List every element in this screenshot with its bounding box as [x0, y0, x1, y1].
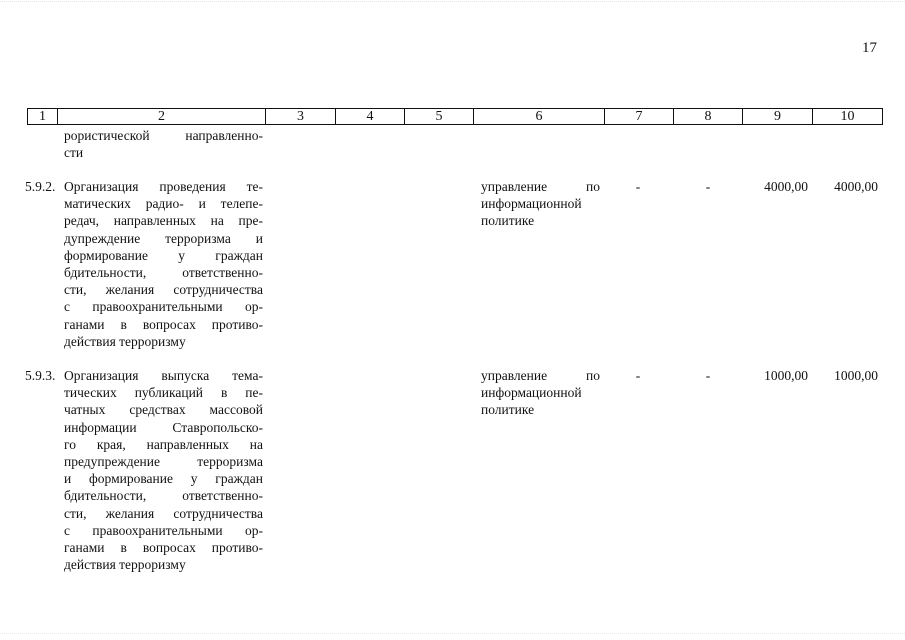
header-col-4: 4: [336, 109, 405, 125]
row-col7: -: [635, 179, 641, 194]
responsible-line: политике: [481, 402, 535, 418]
column-number-header: [27, 108, 883, 125]
header-col-10: 10: [813, 109, 883, 125]
description-line: Организация проведения те-: [64, 179, 263, 194]
responsible-line: информационной: [481, 385, 582, 401]
description-line: бдительности, ответственно-: [64, 264, 263, 280]
row-responsible: [481, 367, 600, 419]
row-col7: -: [635, 368, 641, 383]
description-line: информации Ставропольско-: [64, 419, 263, 435]
description-line: бдительности, ответственно-: [64, 488, 263, 504]
description-line: с правоохранительными ор-: [64, 299, 263, 315]
row-col8: -: [705, 179, 711, 194]
responsible-line: информационной: [481, 196, 582, 212]
continuation-text: [64, 127, 263, 161]
row-description: [64, 367, 263, 573]
description-line: матических радио- и телепе-: [64, 196, 263, 212]
responsible-line: управление по: [481, 179, 600, 194]
header-col-1: 1: [28, 109, 58, 125]
description-line: го края, направленных на: [64, 436, 263, 452]
description-line: и формирование у граждан: [64, 471, 263, 487]
header-col-7: 7: [605, 109, 674, 125]
responsible-line: управление по: [481, 368, 600, 383]
description-line: действия терроризму: [64, 557, 186, 573]
description-line: дупреждение терроризма и: [64, 230, 263, 246]
header-col-5: 5: [405, 109, 474, 125]
row-description: [64, 178, 263, 350]
header-col-2: 2: [58, 109, 266, 125]
description-line: формирование у граждан: [64, 247, 263, 263]
description-line: ганами в вопросах противо-: [64, 316, 263, 332]
scan-artifact-bottom: [0, 633, 905, 636]
responsible-line: политике: [481, 213, 535, 229]
header-col-3: 3: [266, 109, 336, 125]
description-line: действия терроризму: [64, 333, 186, 349]
scan-artifact-top: [0, 1, 905, 4]
header-col-6: 6: [474, 109, 605, 125]
continuation-line: сти: [64, 145, 84, 161]
description-line: сти, желания сотрудничества: [64, 282, 263, 298]
row-col9-amount: 4000,00: [764, 179, 808, 194]
description-line: предупреждение терроризма: [64, 453, 263, 469]
description-line: с правоохранительными ор-: [64, 522, 263, 538]
row-col9-amount: 1000,00: [764, 368, 808, 383]
header-col-8: 8: [674, 109, 743, 125]
description-line: чатных средствах массовой: [64, 402, 263, 418]
page-number: 17: [862, 40, 877, 56]
continuation-line: рористической направленно-: [64, 128, 263, 143]
row-col8: -: [705, 368, 711, 383]
description-line: Организация выпуска тема-: [64, 368, 263, 383]
row-number: 5.9.3.: [25, 368, 56, 383]
row-number: 5.9.2.: [25, 179, 56, 194]
description-line: редач, направленных на пре-: [64, 213, 263, 229]
row-col10-amount: 4000,00: [834, 179, 878, 194]
header-col-9: 9: [743, 109, 813, 125]
description-line: тических публикаций в пе-: [64, 385, 263, 401]
row-responsible: [481, 178, 600, 230]
description-line: сти, желания сотрудничества: [64, 505, 263, 521]
row-col10-amount: 1000,00: [834, 368, 878, 383]
description-line: ганами в вопросах противо-: [64, 539, 263, 555]
